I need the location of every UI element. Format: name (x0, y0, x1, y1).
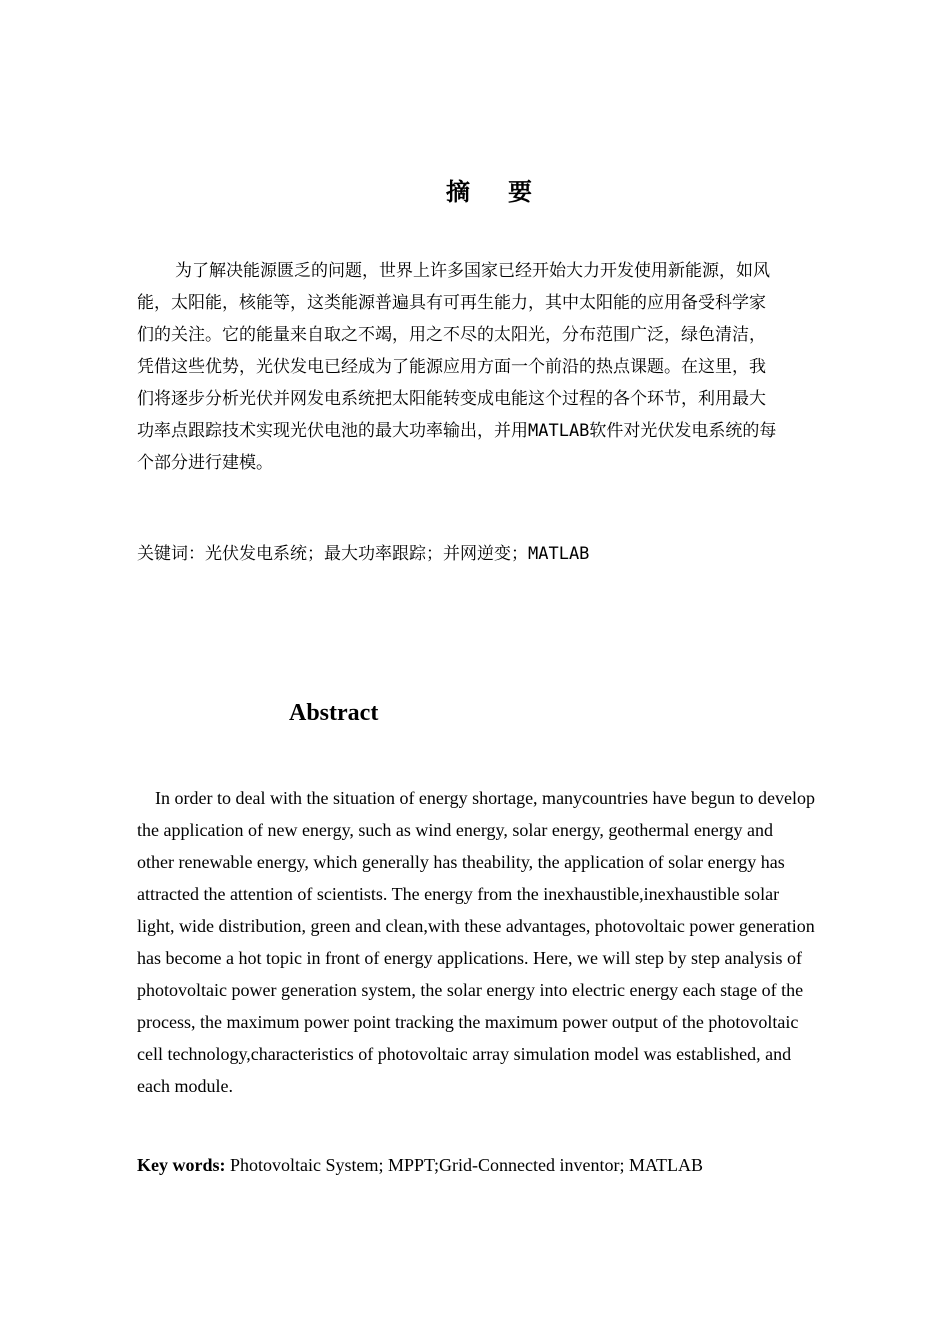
chinese-keywords (137, 538, 589, 570)
chinese-title-char-1: 摘 (446, 178, 470, 206)
chinese-abstract-body (137, 255, 855, 479)
chinese-abstract-line: 们将逐步分析光伏并网发电系统把太阳能转变成电能这个过程的各个环节，利用最大 (137, 389, 766, 409)
english-abstract-line: photovoltaic power generation system, the solar energy into electric energy each stage of the (137, 980, 804, 1000)
english-abstract-line: each module. (137, 1076, 233, 1096)
english-abstract-line: process, the maximum power point tracking the maximum power output of the photovoltaic (137, 1012, 799, 1032)
english-abstract-body (137, 782, 862, 1102)
english-keywords (137, 1149, 703, 1181)
chinese-keywords-label: 关键词： (137, 544, 205, 564)
chinese-title-char-2: 要 (508, 178, 532, 206)
chinese-abstract-line: 个部分进行建模。 (137, 453, 273, 473)
chinese-keywords-text: 光伏发电系统；最大功率跟踪；并网逆变；MATLAB (205, 544, 590, 564)
chinese-abstract-line: 能，太阳能，核能等，这类能源普遍具有可再生能力，其中太阳能的应用备受科学家 (137, 293, 766, 313)
chinese-abstract-line: 们的关注。它的能量来自取之不竭，用之不尽的太阳光，分布范围广泛，绿色清洁， (137, 325, 766, 345)
english-abstract-line: the application of new energy, such as wind energy, solar energy, geothermal energy and (137, 820, 773, 840)
chinese-abstract-line: 为了解决能源匮乏的问题，世界上许多国家已经开始大力开发使用新能源，如风 (175, 261, 770, 281)
chinese-abstract-title (0, 172, 950, 207)
english-abstract-line: light, wide distribution, green and clean,with these advantages, photovoltaic power generation (137, 916, 815, 936)
english-abstract-line: has become a hot topic in front of energy applications. Here, we will step by step analysis of (137, 948, 802, 968)
english-keywords-text: Photovoltaic System; MPPT;Grid-Connected inventor; MATLAB (225, 1155, 703, 1175)
english-abstract-line: cell technology,characteristics of photovoltaic array simulation model was established, and (137, 1044, 792, 1064)
english-keywords-label: Key words: (137, 1155, 226, 1175)
chinese-abstract-line: 凭借这些优势，光伏发电已经成为了能源应用方面一个前沿的热点课题。在这里，我 (137, 357, 766, 377)
chinese-abstract-line: 功率点跟踪技术实现光伏电池的最大功率输出，并用MATLAB软件对光伏发电系统的每 (137, 421, 777, 441)
english-abstract-line: other renewable energy, which generally has theability, the application of solar energy has (137, 852, 785, 872)
english-abstract-line: attracted the attention of scientists. The energy from the inexhaustible,inexhaustible solar (137, 884, 780, 904)
english-abstract-line: In order to deal with the situation of energy shortage, manycountries have begun to develop (155, 788, 815, 808)
english-abstract-title: Abstract (289, 700, 379, 726)
